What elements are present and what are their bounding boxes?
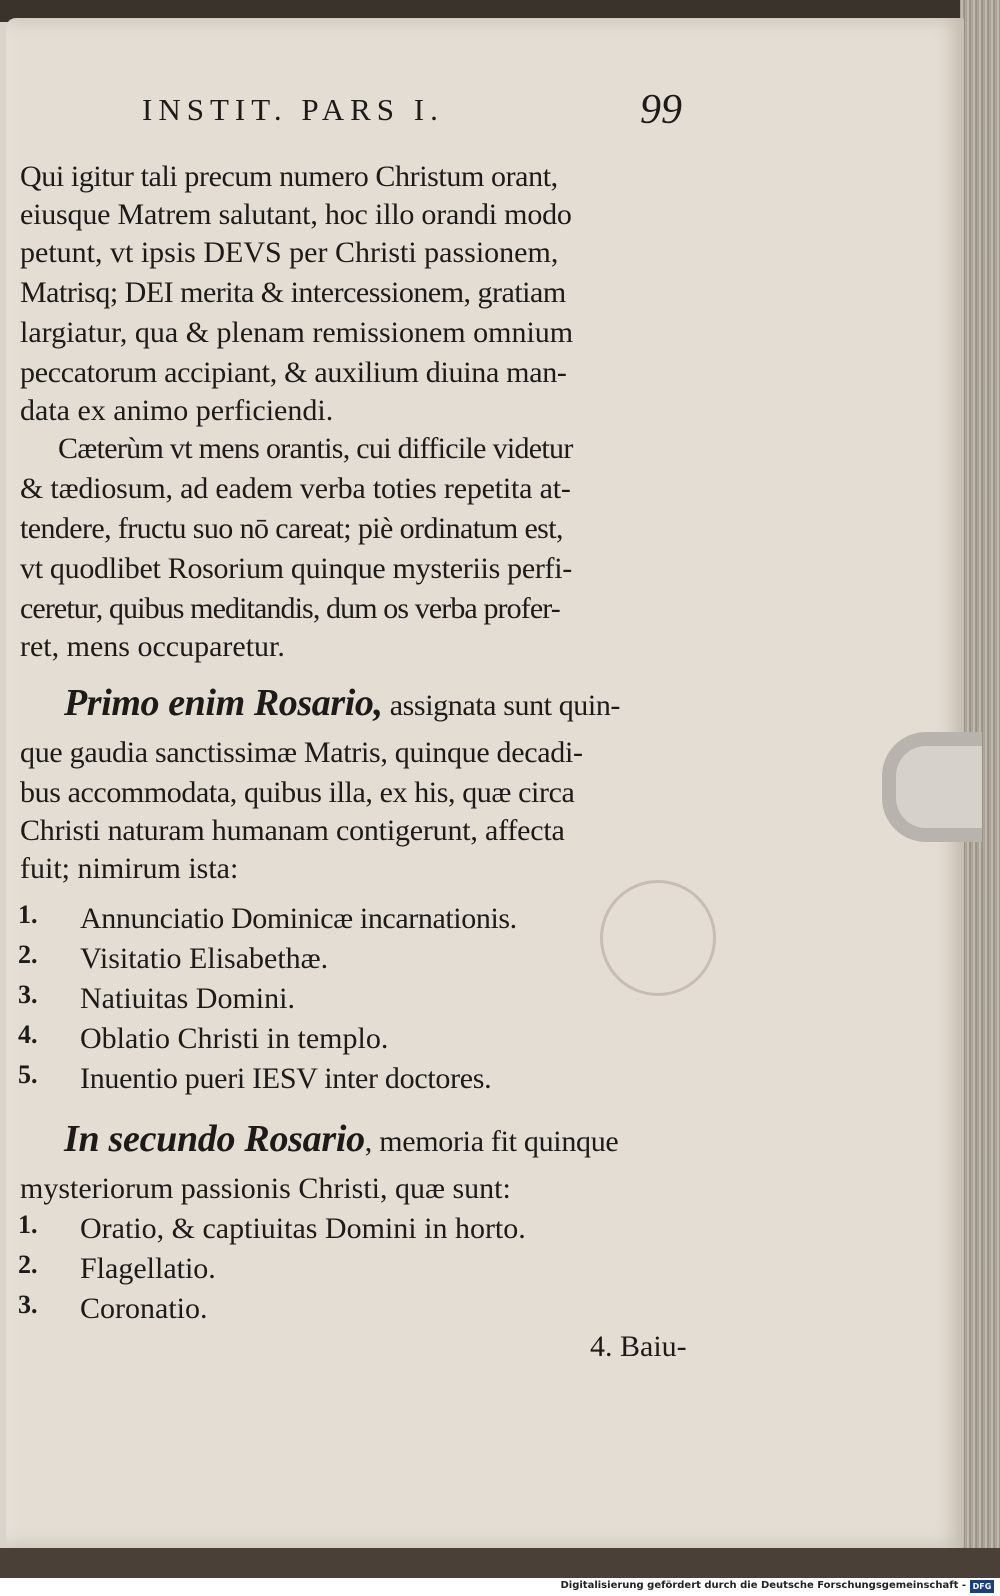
paragraph-line: petunt, vt ipsis DEVS per Christi passionem, bbox=[20, 236, 559, 269]
paragraph-line: Christi naturam humanam contigerunt, affecta bbox=[20, 814, 565, 847]
paragraph-line: Matrisq; DEI merita & intercessionem, gratiam bbox=[20, 276, 566, 309]
section-first-line bbox=[64, 1120, 618, 1161]
list-text: Visitatio Elisabethæ. bbox=[80, 942, 329, 975]
paragraph-line: que gaudia sanctissimæ Matris, quinque decadi- bbox=[20, 736, 583, 769]
list-text: Oratio, & captiuitas Domini in horto. bbox=[80, 1212, 526, 1245]
show-through-stamp bbox=[600, 880, 716, 996]
paragraph-line: fuit; nimirum ista: bbox=[20, 852, 239, 885]
paragraph-line: data ex animo perficiendi. bbox=[20, 394, 334, 427]
paragraph-line: ceretur, quibus meditandis, dum os verba profer- bbox=[20, 592, 560, 625]
list-number: 2. bbox=[18, 1250, 38, 1279]
paragraph-line: mysteriorum passionis Christi, quæ sunt: bbox=[20, 1172, 511, 1205]
paragraph-line: peccatorum accipiant, & auxilium diuina man- bbox=[20, 356, 567, 389]
section-lead: Primo enim Rosario, bbox=[64, 682, 383, 724]
section-lead-rest: assignata sunt quin- bbox=[382, 689, 621, 722]
section-first-line bbox=[64, 684, 620, 725]
paragraph-line: ret, mens occuparetur. bbox=[20, 630, 285, 663]
list-text: Inuentio pueri IESV inter doctores. bbox=[80, 1062, 492, 1095]
list-text: Natiuitas Domini. bbox=[80, 982, 295, 1015]
list-number: 4. bbox=[18, 1020, 38, 1049]
catchword: 4. Baiu- bbox=[590, 1330, 687, 1363]
list-number: 2. bbox=[18, 940, 38, 969]
paragraph-line: & tædiosum, ad eadem verba toties repetita at- bbox=[20, 472, 571, 505]
funding-credit: Digitalisierung gefördert durch die Deutsche Forschungsgemeinschaft - bbox=[560, 1580, 966, 1591]
list-number: 3. bbox=[18, 1290, 38, 1319]
page-number: 99 bbox=[640, 87, 682, 133]
list-text: Flagellatio. bbox=[80, 1252, 216, 1285]
paragraph-line: largiatur, qua & plenam remissionem omnium bbox=[20, 316, 574, 349]
list-text: Annunciatio Dominicæ incarnationis. bbox=[80, 902, 517, 935]
paragraph-line: Cæterùm vt mens orantis, cui difficile videtur bbox=[58, 432, 573, 465]
list-number: 5. bbox=[18, 1060, 38, 1089]
scan-bottom-edge bbox=[0, 1548, 1000, 1578]
section-lead-rest: , memoria fit quinque bbox=[364, 1125, 619, 1158]
list-number: 3. bbox=[18, 980, 38, 1009]
paragraph-line: tendere, fructu suo nō careat; piè ordinatum est, bbox=[20, 512, 563, 545]
paragraph-line: bus accommodata, quibus illa, ex his, quæ circa bbox=[20, 776, 575, 809]
section-lead: In secundo Rosario bbox=[64, 1118, 365, 1160]
paragraph-line: vt quodlibet Rosorium quinque mysteriis perfi- bbox=[20, 552, 572, 585]
paragraph-line: Qui igitur tali precum numero Christum orant, bbox=[20, 160, 558, 193]
paragraph-line: eiusque Matrem salutant, hoc illo orandi modo bbox=[20, 198, 572, 231]
list-number: 1. bbox=[18, 1210, 38, 1239]
book-clasp bbox=[882, 732, 982, 842]
list-text: Oblatio Christi in templo. bbox=[80, 1022, 389, 1055]
list-text: Coronatio. bbox=[80, 1292, 208, 1325]
dfg-logo: DFG bbox=[970, 1580, 994, 1593]
list-number: 1. bbox=[18, 900, 38, 929]
running-title: INSTIT. PARS I. bbox=[142, 92, 444, 127]
